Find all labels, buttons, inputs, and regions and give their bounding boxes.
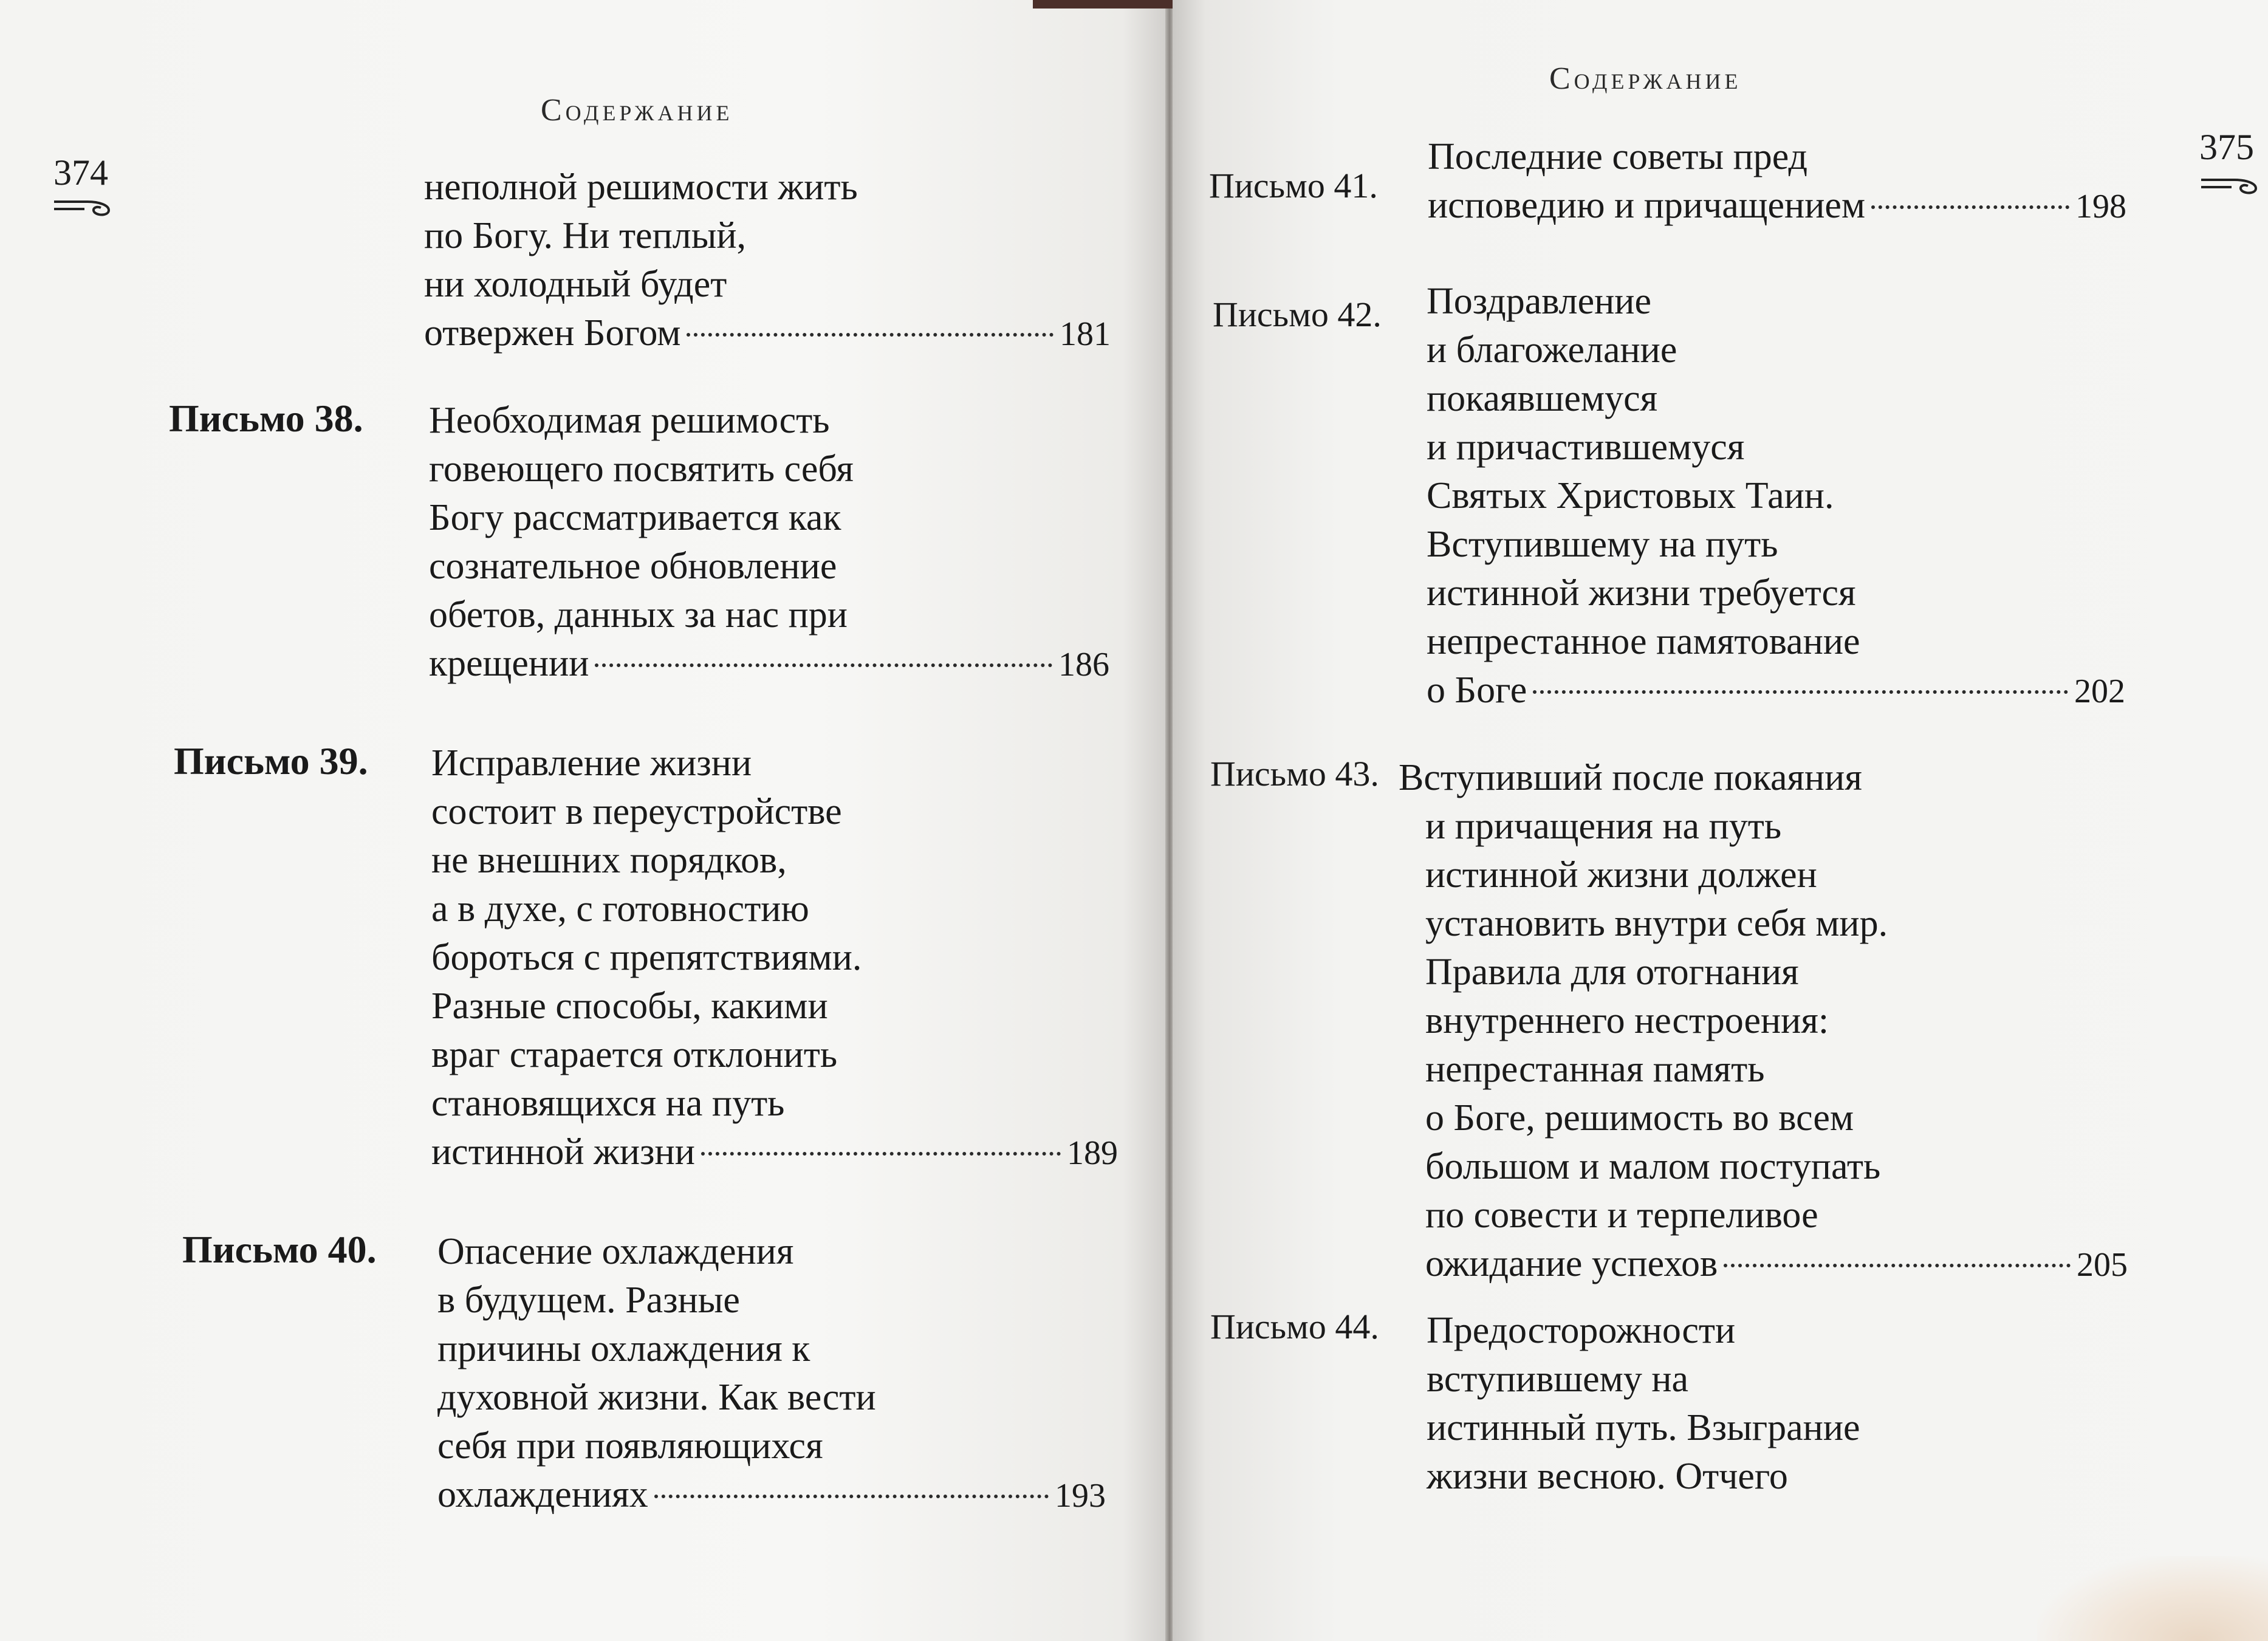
- book-cover-edge: [1033, 0, 1191, 9]
- toc-entry-line: в будущем. Разные: [437, 1280, 740, 1321]
- toc-entry-line: истинный путь. Взыграние: [1427, 1407, 1860, 1448]
- toc-entry-body: [431, 739, 1118, 1177]
- toc-entry-body: [437, 1227, 1106, 1520]
- dot-leader: [595, 663, 1052, 667]
- toc-entry-last-line: [437, 1470, 1106, 1520]
- toc-entry-body: [429, 396, 1109, 689]
- toc-entry-last-line: [424, 309, 1111, 358]
- toc-entry-line: сознательное обновление: [429, 546, 837, 587]
- toc-entry-line: духовной жизни. Как вести: [437, 1377, 876, 1418]
- toc-page-number: 186: [1058, 646, 1109, 683]
- toc-entry-label: Письмо 38.: [169, 397, 363, 440]
- toc-entry-title-end: исповедию и причащением: [1428, 185, 1866, 226]
- toc-page-number: 189: [1067, 1134, 1118, 1172]
- toc-entry-line: жизни весною. Отчего: [1427, 1456, 1788, 1497]
- dot-leader: [1724, 1264, 2071, 1267]
- toc-entry-line: внутреннего нестроения:: [1425, 1000, 1829, 1041]
- toc-entry-line: вступившему на: [1427, 1358, 1689, 1400]
- toc-entry-title-end: ожидание успехов: [1425, 1243, 1718, 1284]
- dot-leader: [687, 333, 1053, 337]
- toc-entry-line: становящихся на путь: [431, 1083, 785, 1124]
- toc-entry-line: установить внутри себя мир.: [1425, 903, 1888, 944]
- dot-leader: [1871, 205, 2069, 209]
- finger-shadow: [2037, 1556, 2268, 1641]
- right-page-number: 375: [2199, 127, 2254, 167]
- toc-entry-line: Вступившему на путь: [1427, 524, 1778, 565]
- page-ornament-icon: [51, 196, 118, 220]
- toc-entry-body: [424, 163, 1111, 358]
- toc-page-number: 193: [1055, 1477, 1106, 1515]
- toc-entry-line: и благожелание: [1427, 329, 1677, 371]
- toc-entry-body: [1427, 1306, 2125, 1501]
- toc-entry-line: истинной жизни требуется: [1427, 572, 1856, 614]
- toc-entry-line: а в духе, с готовностию: [431, 888, 809, 930]
- toc-page-number: 205: [2077, 1246, 2128, 1284]
- toc-entry-line: Необходимая решимость: [429, 400, 830, 441]
- left-page-header: Содержание: [541, 93, 733, 128]
- toc-entry-line: говеющего посвятить себя: [429, 448, 854, 490]
- toc-entry-line: бороться с препятствиями.: [431, 937, 862, 978]
- toc-entry-last-line: [431, 1128, 1118, 1177]
- toc-entry-label: Письмо 39.: [174, 739, 368, 783]
- toc-entry-body: [1428, 132, 2126, 231]
- toc-page-number: 198: [2075, 188, 2126, 225]
- toc-entry-line: Исправление жизни: [431, 742, 752, 784]
- toc-entry-line: большом и малом поступать: [1425, 1146, 1881, 1187]
- toc-entry-line: покаявшемуся: [1427, 378, 1658, 419]
- toc-entry-title-end: крещении: [429, 643, 589, 684]
- toc-entry-body: [1427, 277, 2125, 716]
- dot-leader: [654, 1495, 1049, 1498]
- toc-page-number: 181: [1060, 315, 1111, 353]
- toc-entry-label: Письмо 40.: [182, 1228, 377, 1271]
- toc-entry-label: Письмо 43.: [1210, 754, 1379, 793]
- toc-entry-line: Правила для отогнания: [1425, 951, 1799, 993]
- dot-leader: [701, 1152, 1061, 1156]
- dot-leader: [1533, 690, 2068, 694]
- left-page-number: 374: [53, 152, 108, 193]
- toc-entry-line: по совести и терпеливое: [1425, 1194, 1818, 1236]
- toc-entry-line: Предосторожности: [1427, 1310, 1736, 1351]
- toc-entry-label: Письмо 42.: [1213, 295, 1382, 334]
- toc-entry-line: и причастившемуся: [1427, 427, 1745, 468]
- toc-entry-last-line: [1399, 1239, 2128, 1289]
- toc-entry-line: Разные способы, какими: [431, 985, 828, 1027]
- right-page: [1173, 0, 2268, 1641]
- toc-entry-line: и причащения на путь: [1425, 806, 1782, 847]
- toc-entry-line: неполной решимости жить: [424, 166, 858, 208]
- toc-entry-title-end: истинной жизни: [431, 1131, 695, 1173]
- toc-entry-last-line: [1427, 666, 2125, 716]
- toc-entry-line: непрестанная память: [1425, 1049, 1765, 1090]
- toc-entry-title-end: о Боге: [1427, 670, 1527, 711]
- toc-entry-line: Богу рассматривается как: [429, 497, 841, 538]
- toc-entry-label: Письмо 41.: [1209, 166, 1378, 205]
- toc-entry-line: непрестанное памятование: [1427, 621, 1860, 662]
- toc-entry-line: Поздравление: [1427, 281, 1652, 322]
- toc-entry-line: причины охлаждения к: [437, 1328, 810, 1369]
- toc-entry-line: о Боге, решимость во всем: [1425, 1097, 1854, 1139]
- toc-entry-last-line: [1428, 181, 2126, 231]
- page-ornament-icon: [2198, 174, 2265, 198]
- toc-entry-line: состоит в переустройстве: [431, 791, 842, 832]
- toc-entry-line: Святых Христовых Таин.: [1427, 475, 1834, 516]
- toc-entry-line: Последние советы пред: [1428, 136, 1808, 177]
- toc-entry-line: Вступивший после покаяния: [1399, 757, 1862, 798]
- toc-entry-title-end: охлаждениях: [437, 1474, 648, 1515]
- toc-entry-line: обетов, данных за нас при: [429, 594, 848, 636]
- toc-entry-line: ни холодный будет: [424, 264, 727, 305]
- toc-entry-line: себя при появляющихся: [437, 1425, 823, 1467]
- toc-entry-line: не внешних порядков,: [431, 840, 787, 881]
- toc-page-number: 202: [2074, 673, 2125, 710]
- toc-entry-body: [1399, 753, 2128, 1289]
- toc-entry-line: враг старается отклонить: [431, 1034, 838, 1075]
- toc-entry-label: Письмо 44.: [1210, 1307, 1379, 1346]
- toc-entry-title-end: отвержен Богом: [424, 312, 681, 354]
- toc-entry-line: по Богу. Ни теплый,: [424, 215, 747, 256]
- right-page-header: Содержание: [1549, 61, 1742, 96]
- toc-entry-line: Опасение охлаждения: [437, 1231, 794, 1272]
- toc-entry-line: истинной жизни должен: [1425, 854, 1817, 896]
- toc-entry-last-line: [429, 639, 1109, 689]
